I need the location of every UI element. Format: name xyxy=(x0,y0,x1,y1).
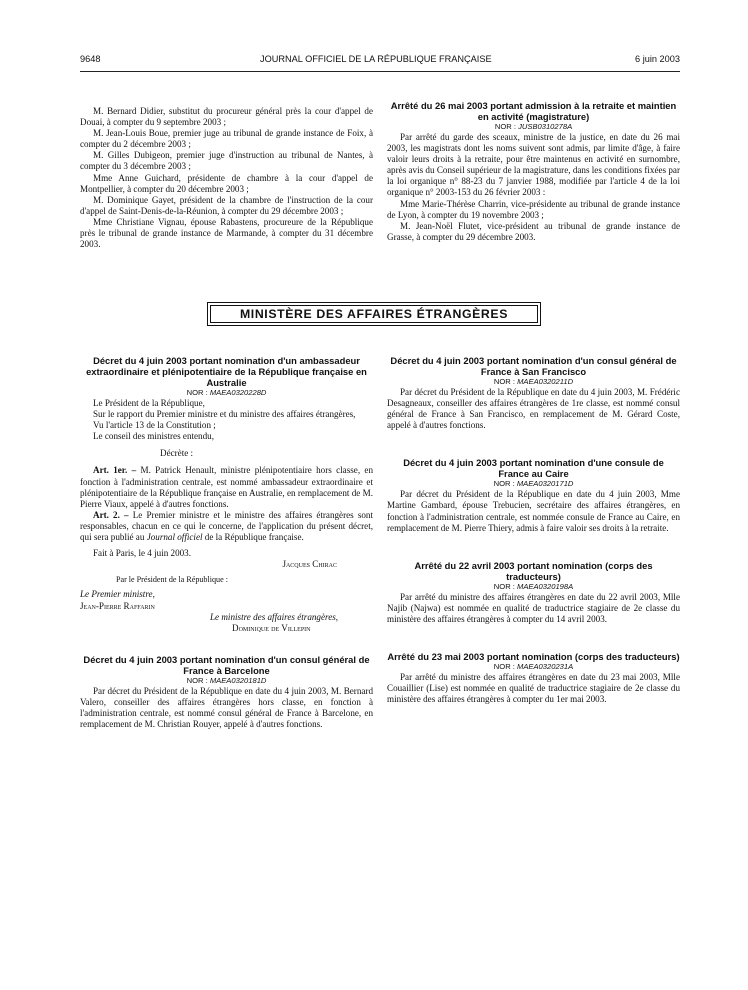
paragraph: Le conseil des ministres entendu, xyxy=(93,431,214,442)
nor-reference: NOR : MAEA0320181D xyxy=(186,675,267,685)
paragraph: M. Dominique Gayet, président de la chambre de l'instruction de la cour d'appel de Saint-Denis-de-la-Réunion, à compter du 29 décembre 2003 ; xyxy=(80,194,373,216)
nor-reference: NOR : MAEA0320171D xyxy=(493,479,574,489)
nor-reference: NOR : MAEA0320231A xyxy=(493,662,574,672)
paragraph: M. Jean-Noël Flutet, vice-président au tribunal de grande instance de Grasse, à compter du 29 décembre 2003. xyxy=(387,220,680,242)
page-number: 9648 xyxy=(80,54,101,64)
ministry-heading-box xyxy=(207,302,541,326)
paragraph: Par décret du Président de la République en date du 4 juin 2003, M. Bernard Valero, conseiller des affaires étrangères hors classe, en fonction à l'administration centrale, est nommé consul général de France à Barcelone, en remplacement de M. Christian Rouyer, appelé à d'autres fonctions. xyxy=(80,685,373,730)
running-header xyxy=(80,54,680,66)
paragraph: Par arrêté du ministre des affaires étrangères en date du 22 avril 2003, Mlle Najib (Najwa) est nommée en qualité de traductrice stagiaire de 2e classe du ministère des affaires étrangères à compter du 14 avril 2003. xyxy=(387,591,680,624)
paragraph: Par décret du Président de la République en date du 4 juin 2003, M. Frédéric Desagneaux, conseiller des affaires étrangères de 1re classe, est nommé consul général de France à San Francisco, en remplacement de M. Gérard Coste, appelé à d'autres fonctions. xyxy=(387,387,680,431)
decree-title: Arrêté du 26 mai 2003 portant admission à la retraite et maintien en activité (magistrature) xyxy=(390,100,677,122)
left-column xyxy=(80,355,373,730)
paragraph: Par arrêté du garde des sceaux, ministre de la justice, en date du 26 mai 2003, les magistrats dont les noms suivent sont admis, par limite d'âge, à faire valoir leurs droits à la retraite, pour être maintenus en activité en surnombre, après avis du Conseil supérieur de la magistrature, dans les conditions fixées par la loi organique n° 88-23 du 7 janvier 1988, modifiée par l'article 4 de la loi organique n° 2003-153 du 26 février 2003 : xyxy=(387,132,680,198)
decree-title: Décret du 4 juin 2003 portant nomination d'un consul général de France à Barcelone xyxy=(83,653,370,676)
paragraph: M. Bernard Didier, substitut du procureur général près la cour d'appel de Douai, à compter du 9 septembre 2003 ; xyxy=(80,106,373,128)
ministry-heading: MINISTÈRE DES AFFAIRES ÉTRANGÈRES xyxy=(210,305,538,323)
issue-date: 6 juin 2003 xyxy=(635,54,680,64)
paragraph: M. Gilles Dubigeon, premier juge d'instruction au tribunal de Nantes, à compter du 3 décembre 2003 ; xyxy=(80,150,373,172)
continuation-list xyxy=(80,106,373,250)
pm-name: Jean-Pierre Raffarin xyxy=(80,600,155,611)
paragraph: Mme Christiane Vignau, épouse Rabastens, procureure de la République près le tribunal de grande instance de Marmande, à compter du 31 décembre 2003. xyxy=(80,216,373,250)
nor-reference: NOR : MAEA0320198A xyxy=(493,581,574,591)
paragraph: M. Jean-Louis Boue, premier juge au tribunal de grande instance de Foix, à compter du 2 décembre 2003 ; xyxy=(80,128,373,150)
nor-reference: NOR : MAEA0320211D xyxy=(493,377,574,386)
decree-title: Arrêté du 23 mai 2003 portant nomination (corps des traducteurs) xyxy=(387,651,680,663)
nor-reference: NOR : MAEA0320228D xyxy=(186,388,267,397)
paragraph: Sur le rapport du Premier ministre et du ministre des affaires étrangères, xyxy=(93,409,356,420)
header-rule xyxy=(80,71,680,72)
decree-title: Décret du 4 juin 2003 portant nomination d'une consule de France au Caire xyxy=(403,457,664,480)
paragraph: Le Président de la République, xyxy=(93,398,205,408)
by-president: Par le Président de la République : xyxy=(116,575,228,585)
paragraph: Vu l'article 13 de la Constitution ; xyxy=(93,420,216,431)
paragraph: Par arrêté du ministre des affaires étrangères en date du 23 mai 2003, Mlle Couaillier (Lise) est nommée en qualité de traductrice stagiaire de 2e classe du ministère des affaires étrangères à compter du 1er mai 2003. xyxy=(387,672,680,705)
done-at: Fait à Paris, le 4 juin 2003. xyxy=(93,548,192,559)
article-2: Art. 2. – Le Premier ministre et le ministre des affaires étrangères sont responsables, chacun en ce qui le concerne, de l'application du présent décret, qui sera publié au Journal officiel de la République française. xyxy=(80,509,373,543)
right-column xyxy=(387,355,680,705)
fm-title: Le ministre des affaires étrangères, xyxy=(210,611,339,622)
decrete-line: Décrète : xyxy=(160,448,194,459)
decree-title: Décret du 4 juin 2003 portant nomination d'un consul général de France à San Francisco xyxy=(390,355,677,377)
pm-title: Le Premier ministre, xyxy=(80,589,155,600)
nor-reference: NOR : JUSB0310278A xyxy=(494,122,573,131)
paragraph: Par décret du Président de la République en date du 4 juin 2003, Mme Martine Gambard, épouse Trebucien, secrétaire des affaires étrangères, en fonction à l'administration centrale, est nommée consule de France au Caire, en remplacement de M. Pierre Thiery, admis à faire valoir ses droits à la retraite. xyxy=(387,489,680,533)
journal-title: JOURNAL OFFICIEL DE LA RÉPUBLIQUE FRANÇAISE xyxy=(260,54,492,64)
decree-title: Arrêté du 22 avril 2003 portant nomination (corps des traducteurs) xyxy=(414,559,653,582)
signature-president: Jacques Chirac xyxy=(282,559,337,570)
fm-name: Dominique de Villepin xyxy=(232,622,311,633)
paragraph: Mme Marie-Thérèse Charrin, vice-présidente au tribunal de grande instance de Lyon, à compter du 19 novembre 2003 ; xyxy=(387,198,680,220)
decree-title: Décret du 4 juin 2003 portant nomination d'un ambassadeur extraordinaire et plénipotentiaire de la République française en Australie xyxy=(86,355,367,388)
article-1: Art. 1er. – M. Patrick Henault, ministre plénipotentiaire hors classe, en fonction à l'administration centrale, est nommé ambassadeur extraordinaire et plénipotentiaire de la République française en Australie, en remplacement de M. Pierre Viaux, appelé à d'autres fonctions. xyxy=(80,465,373,509)
paragraph: Mme Anne Guichard, présidente de chambre à la cour d'appel de Montpellier, à compter du 20 décembre 2003 ; xyxy=(80,172,373,194)
retirement-decree xyxy=(387,100,680,243)
